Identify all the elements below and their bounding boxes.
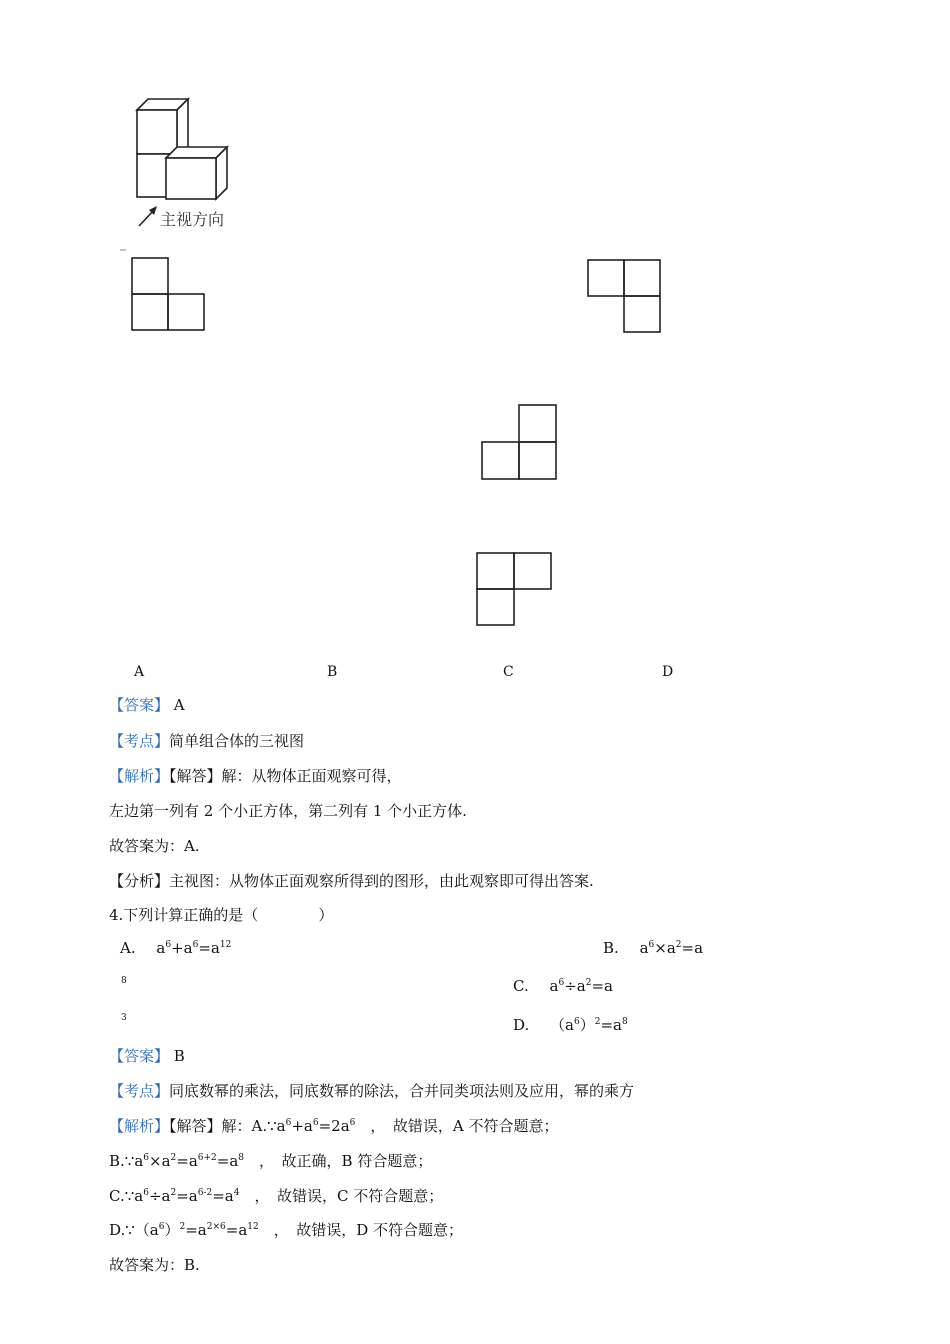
q4-answer <box>109 1046 185 1066</box>
point-tag: 【考点】 <box>109 732 170 750</box>
direction-label: 主视方向 <box>160 210 225 229</box>
option-b-figure <box>586 258 666 336</box>
option-c-expr: $a^6\div a^2=a$ <box>549 977 613 995</box>
q4-stem: 4.下列计算正确的是（ ） <box>109 906 334 924</box>
option-c-figure <box>480 403 560 483</box>
analysis-text: 【解答】解：从物体正面观察可得， <box>169 767 402 785</box>
option-label-c: C <box>503 664 514 680</box>
option-d-expr: $(a^6)^2=a^8$ <box>550 1016 628 1034</box>
option-a-drawing <box>120 248 210 334</box>
solution-a-tail: ， 故错误，A 不符合题意； <box>370 1117 559 1135</box>
solution-d-tail: ， 故错误，D 不符合题意； <box>273 1221 464 1239</box>
option-d-figure <box>475 551 555 629</box>
point-tag: 【考点】 <box>109 1082 170 1100</box>
q4-option-a <box>120 939 231 957</box>
fenxi-tag: 【分析】 <box>109 872 170 890</box>
stray-number-3: 3 <box>121 1013 127 1023</box>
q4-option-b <box>603 939 703 957</box>
q4-analysis-b <box>109 1151 432 1171</box>
cube-figure <box>126 96 236 236</box>
option-a-label: A. <box>120 939 136 957</box>
solution-b-expr: $B.\because a^6\times a^2=a^{6+2}=a^8$ <box>109 1152 245 1170</box>
q3-analysis-line2: 左边第一列有 2 个小正方体，第二列有 1 个小正方体. <box>109 802 467 820</box>
analysis-prefix: 【解答】解：A. <box>169 1117 268 1135</box>
option-label-d: D <box>662 664 674 680</box>
option-label-a: A <box>134 664 145 680</box>
analysis-tag: 【解析】 <box>109 767 170 785</box>
arrow-icon <box>136 204 160 228</box>
option-d-label: D. <box>513 1016 530 1034</box>
option-b-drawing <box>586 258 666 336</box>
q4-analysis-c <box>109 1186 443 1206</box>
solution-c-expr: $C.\because a^6\div a^2=a^{6-2}=a^4$ <box>109 1187 240 1205</box>
solution-d-expr: $D.\because(a^6)^2=a^{2\times 6}=a^{12}$ <box>109 1221 259 1239</box>
option-a-expr: $a^6+a^6=a^{12}$ <box>156 939 232 957</box>
q4-option-d <box>513 1014 628 1035</box>
q4-option-c <box>513 977 613 995</box>
q3-analysis-line3: 故答案为：A. <box>109 837 200 855</box>
q4-point <box>109 1081 634 1101</box>
q4-analysis-a <box>109 1116 559 1136</box>
q3-point <box>109 731 304 751</box>
solution-c-tail: ， 故错误，C 不符合题意； <box>254 1187 444 1205</box>
stray-number-8: 8 <box>121 976 127 986</box>
answer-value: B <box>173 1047 185 1065</box>
answer-tag: 【答案】 <box>109 696 170 714</box>
q4-final: 故答案为：B. <box>109 1256 200 1274</box>
q3-analysis <box>109 766 402 786</box>
q3-fenxi <box>109 871 594 891</box>
point-text: 简单组合体的三视图 <box>169 732 305 750</box>
option-b-expr: $a^6\times a^2=a$ <box>639 939 704 957</box>
answer-tag: 【答案】 <box>109 1047 170 1065</box>
option-c-label: C. <box>513 977 529 995</box>
q4-analysis-d <box>109 1220 463 1240</box>
option-d-drawing <box>475 551 555 629</box>
analysis-tag: 【解析】 <box>109 1117 170 1135</box>
option-c-drawing <box>480 403 560 483</box>
solution-b-tail: ， 故正确，B 符合题意； <box>259 1152 433 1170</box>
option-label-b: B <box>327 664 338 680</box>
option-b-label: B. <box>603 939 619 957</box>
point-text: 同底数幂的乘法，同底数幂的除法，合并同类项法则及应用，幂的乘方 <box>169 1082 635 1100</box>
q3-answer <box>109 695 185 715</box>
answer-value: A <box>173 696 185 714</box>
solution-a-expr: $\because a^6+a^6=2a^6$ <box>267 1117 356 1135</box>
fenxi-text: 主视图：从物体正面观察所得到的图形，由此观察即可得出答案. <box>169 872 594 890</box>
option-a-figure <box>120 248 210 334</box>
